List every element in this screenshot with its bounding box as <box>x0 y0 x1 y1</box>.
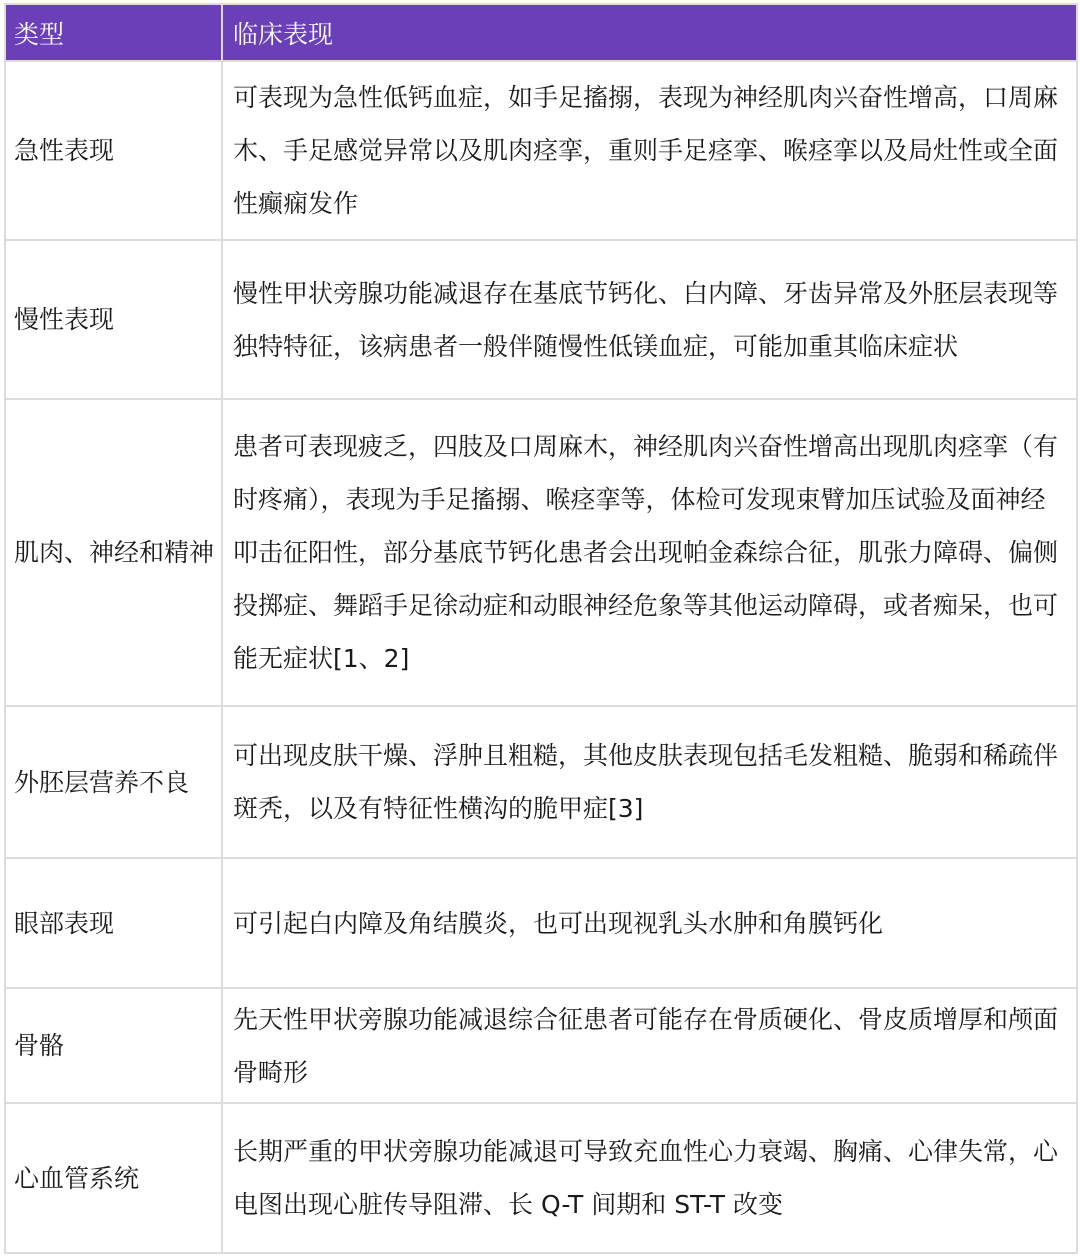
header-type: 类型 <box>5 4 222 61</box>
row-type: 肌肉、神经和精神 <box>5 399 222 706</box>
row-type: 心血管系统 <box>5 1103 222 1253</box>
header-row <box>5 4 1077 61</box>
row-type: 外胚层营养不良 <box>5 706 222 858</box>
clinical-table <box>4 3 1078 1254</box>
row-type: 慢性表现 <box>5 240 222 399</box>
table-row <box>5 858 1077 988</box>
table-row <box>5 1103 1077 1253</box>
row-description: 慢性甲状旁腺功能减退存在基底节钙化、白内障、牙齿异常及外胚层表现等独特特征，该病患者一般伴随慢性低镁血症，可能加重其临床症状 <box>222 240 1077 399</box>
row-type: 骨骼 <box>5 988 222 1103</box>
header-clinical: 临床表现 <box>222 4 1077 61</box>
row-description: 患者可表现疲乏，四肢及口周麻木，神经肌肉兴奋性增高出现肌肉痉挛（有时疼痛），表现为手足搐搦、喉痉挛等，体检可发现束臂加压试验及面神经叩击征阳性，部分基底节钙化患者会出现帕金森综合征，肌张力障碍、偏侧投掷症、舞蹈手足徐动症和动眼神经危象等其他运动障碍，或者痴呆，也可能无症状[1、2] <box>222 399 1077 706</box>
row-description: 可出现皮肤干燥、浮肿且粗糙，其他皮肤表现包括毛发粗糙、脆弱和稀疏伴斑秃，以及有特征性横沟的脆甲症[3] <box>222 706 1077 858</box>
row-type: 急性表现 <box>5 61 222 240</box>
row-description: 可表现为急性低钙血症，如手足搐搦，表现为神经肌肉兴奋性增高，口周麻木、手足感觉异常以及肌肉痉挛，重则手足痉挛、喉痉挛以及局灶性或全面性癫痫发作 <box>222 61 1077 240</box>
row-description: 可引起白内障及角结膜炎，也可出现视乳头水肿和角膜钙化 <box>222 858 1077 988</box>
row-description: 先天性甲状旁腺功能减退综合征患者可能存在骨质硬化、骨皮质增厚和颅面骨畸形 <box>222 988 1077 1103</box>
table-row <box>5 988 1077 1103</box>
table-row <box>5 61 1077 240</box>
row-type: 眼部表现 <box>5 858 222 988</box>
row-description: 长期严重的甲状旁腺功能减退可导致充血性心力衰竭、胸痛、心律失常，心电图出现心脏传导阻滞、长 Q-T 间期和 ST-T 改变 <box>222 1103 1077 1253</box>
table-row <box>5 240 1077 399</box>
table-row <box>5 706 1077 858</box>
table-row <box>5 399 1077 706</box>
